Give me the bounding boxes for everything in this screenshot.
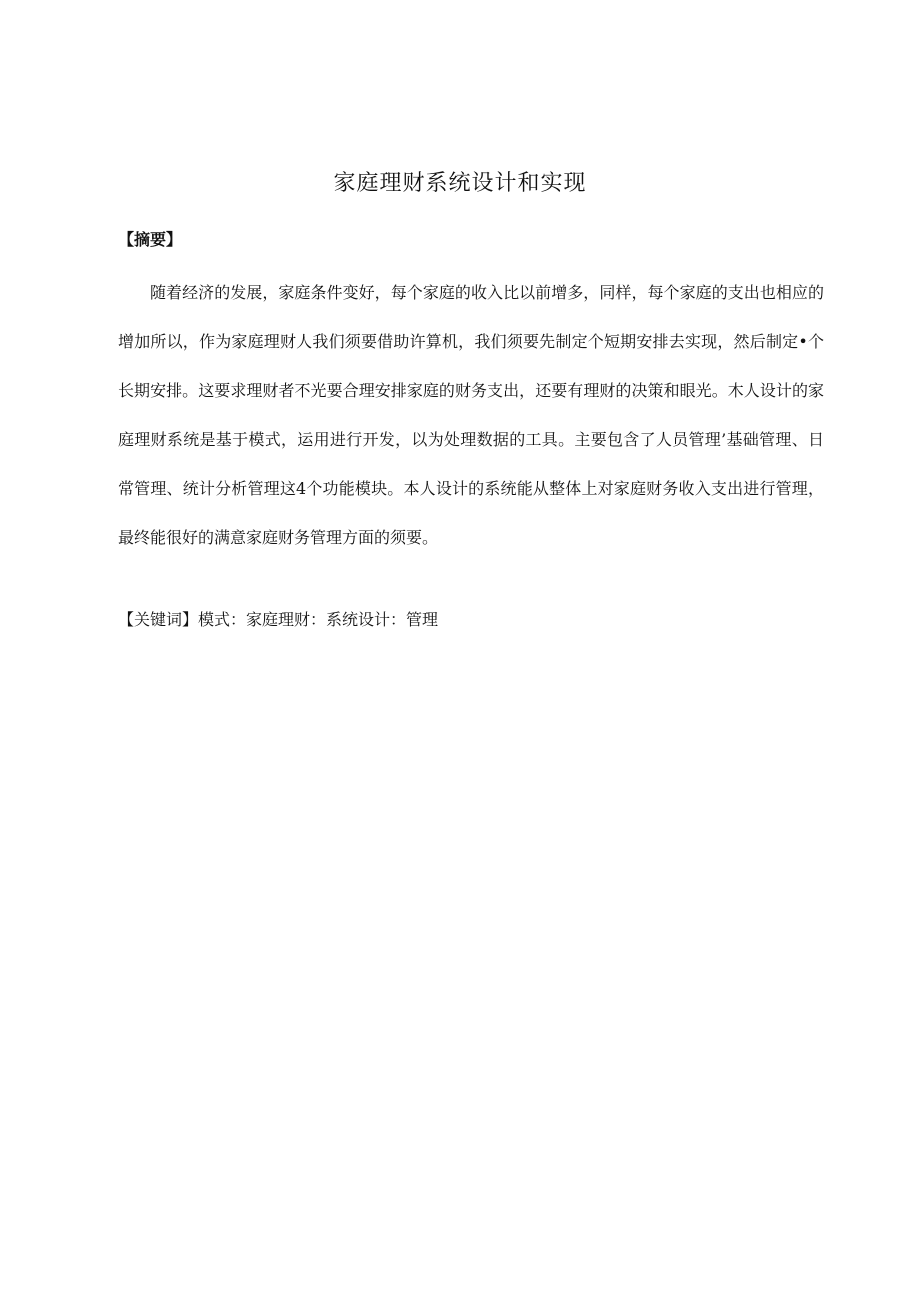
abstract-body: 随着经济的发展，家庭条件变好，每个家庭的收入比以前增多，同样，每个家庭的支出也相应的增加所以，作为家庭理财人我们须要借助许算机，我们须要先制定个短期安排去实现，然后制定•个长期安排。这要求理财者不光要合理安排家庭的财务支出，还要有理财的决策和眼光。木人设计的家庭理财系统是基于模式，运用进行开发，以为处理数据的工具。主要包含了人员管理’基础管理、日常管理、统计分析管理这4个功能模块。本人设计的系统能从整体上对家庭财务收入支出进行管理，最终能很好的满意家庭财务管理方面的须要。 [118, 283, 824, 547]
keywords-line [118, 606, 824, 634]
document-title: 家庭理财系统设计和实现 [333, 171, 587, 196]
keywords-label: 【关键词】 [118, 610, 199, 629]
abstract-heading: 【摘要】 [118, 230, 183, 249]
keywords-text: 模式：家庭理财：系统设计：管理 [198, 610, 439, 629]
